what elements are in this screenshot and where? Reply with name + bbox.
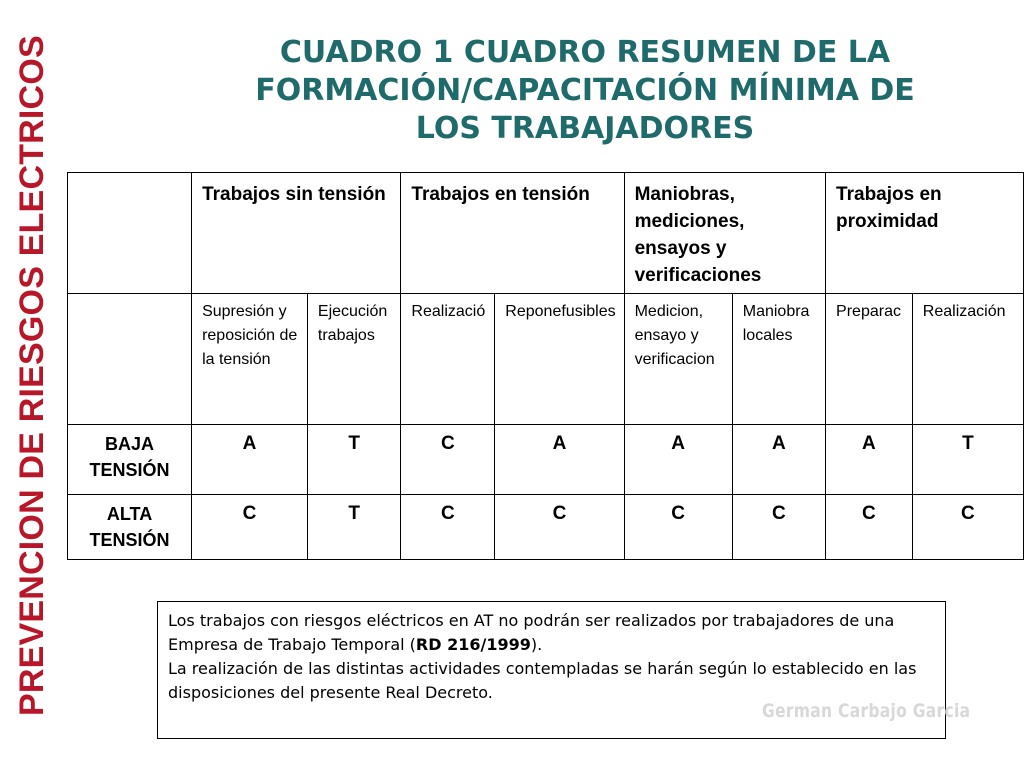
sub-header: Preparac bbox=[826, 294, 913, 425]
table-cell: C bbox=[192, 495, 308, 560]
group-header: Maniobras, mediciones, ensayos y verificaciones bbox=[624, 173, 825, 294]
side-title: PREVENCION DE RIESGOS ELECTRICOS bbox=[13, 35, 51, 716]
title-line-2: FORMACIÓN/CAPACITACIÓN MÍNIMA DE bbox=[255, 73, 915, 108]
sub-header: Maniobra locales bbox=[732, 294, 825, 425]
empty-sub-cell bbox=[68, 294, 192, 425]
row-label: ALTA TENSIÓN bbox=[68, 495, 192, 560]
table-cell: C bbox=[624, 495, 732, 560]
table-cell: C bbox=[495, 495, 624, 560]
title-line-1: CUADRO 1 CUADRO RESUMEN DE LA bbox=[279, 35, 891, 70]
table-row-alta bbox=[68, 495, 1024, 560]
training-matrix-table bbox=[67, 172, 1024, 560]
group-header: Trabajos en proximidad bbox=[826, 173, 1024, 294]
sub-header: Realizació bbox=[401, 294, 495, 425]
table-cell: T bbox=[307, 425, 401, 495]
sub-header: Medicion, ensayo y verificacion bbox=[624, 294, 732, 425]
table-cell: T bbox=[912, 425, 1023, 495]
group-header: Trabajos sin tensión bbox=[192, 173, 401, 294]
table-cell: C bbox=[401, 495, 495, 560]
group-header: Trabajos en tensión bbox=[401, 173, 624, 294]
author-watermark: German Carbajo Garcia bbox=[762, 700, 971, 722]
table-cell: A bbox=[732, 425, 825, 495]
sub-header: Ejecución trabajos bbox=[307, 294, 401, 425]
table-cell: A bbox=[624, 425, 732, 495]
note-paragraph-1 bbox=[168, 609, 935, 657]
note-text: Los trabajos con riesgos eléctricos en AT no podrán ser realizados por trabajadores de una Empresa de Trabajo Temporal ( bbox=[168, 611, 895, 654]
table-cell: C bbox=[732, 495, 825, 560]
title-line-3: LOS TRABAJADORES bbox=[415, 111, 755, 146]
sub-header: Realización bbox=[912, 294, 1023, 425]
table-cell: A bbox=[192, 425, 308, 495]
sub-header: Supresión y reposición de la tensión bbox=[192, 294, 308, 425]
decree-reference: RD 216/1999 bbox=[415, 635, 531, 654]
table-cell: C bbox=[401, 425, 495, 495]
note-paragraph-2: La realización de las distintas actividades contempladas se harán según lo establecido en las disposiciones del presente Real Decreto. bbox=[168, 659, 917, 702]
table-row-baja bbox=[68, 425, 1024, 495]
group-header-row bbox=[68, 173, 1024, 294]
note-text-end: ). bbox=[530, 635, 543, 654]
row-label: BAJA TENSIÓN bbox=[68, 425, 192, 495]
table-cell: C bbox=[826, 495, 913, 560]
table-cell: A bbox=[495, 425, 624, 495]
table-cell: C bbox=[912, 495, 1023, 560]
empty-corner-cell bbox=[68, 173, 192, 294]
page-title bbox=[180, 34, 990, 148]
table-cell: T bbox=[307, 495, 401, 560]
sub-header-row bbox=[68, 294, 1024, 425]
sub-header: Reponefusibles bbox=[495, 294, 624, 425]
table-cell: A bbox=[826, 425, 913, 495]
